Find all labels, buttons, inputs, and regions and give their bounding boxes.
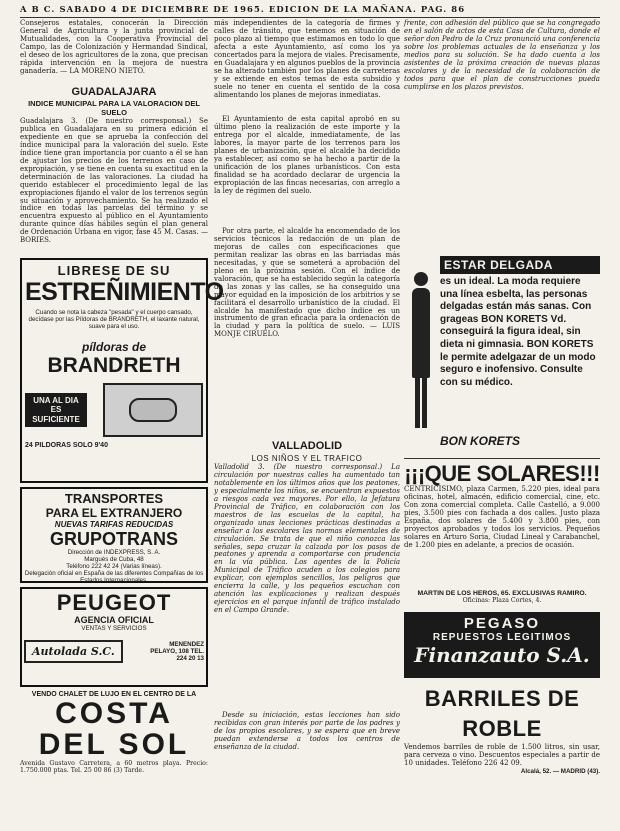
ad-brandreth-price: 24 PILDORAS SOLO 9'40	[25, 442, 108, 449]
article-col2-p1: más independientes de la categoría de firmes y calles de tránsito, que tenemos en situación de poco plazo al tiempo que estimamos en todo lo que afecta a este Ayuntamiento, así como los ya concertados para la mejora de viales. Precisamente, en Guadalajara y en algunos pueblos de la provincia se ha alterado también por los planes de carreteras y se extiende en estos temas de esta subsidio y suele no tener en cuenta el sentido de la cosa alimentando los planes de mejoras inmediatas.	[214, 19, 400, 99]
ad-solares-title: ¡¡¡QUE SOLARES!!!	[404, 461, 600, 486]
ad-grupotrans-l1: TRANSPORTES	[64, 491, 164, 506]
headline-indice: INDICE MUNICIPAL PARA LA VALORACION DEL SUELO	[28, 99, 200, 117]
column-2	[214, 20, 400, 820]
ad-brandreth-title1: LIBRESE DE SU	[57, 263, 171, 278]
ad-brandreth-title2: ESTREÑIMIENTO	[25, 278, 224, 306]
ad-peugeot-sub: AGENCIA OFICIAL	[74, 615, 154, 625]
article-guadalajara-body: Guadalajara 3. (De nuestro corresponsal.) Se publica en Guadalajara en su primera edición el expediente en que se aprueba la confección del índice municipal para la valoración del suelo. Este índice tiene gran importancia por cuanto a él se han de ajustar los precios de los terrenos en caso de expropiación, y se tiene en cuenta su exactitud en la determinación de las valoraciones. La ciudad ha querido establecer el procedimiento legal de las expropiaciones fijando el valor de los terrenos según su situación y aprovechamiento. Se ha realizado el índice en todas las parcelas del término y se encuentra expuesto al público en el Ayuntamiento durante quince días hábiles según el plan general de Ordenación Urbana en vigor, fase 45 M. Casas. — BORIES.	[20, 117, 208, 245]
column-3	[404, 20, 600, 820]
ad-korets-title: ESTAR DELGADA	[440, 256, 600, 274]
article-col3-p1: frente, con adhesión del público que se ha congregado en el salón de actos de esta Casa de Cultura, donde el señor don Pedro de la Cruz pronunció una conferencia sobre los problemas actuales de la enseñanza y los medios para su solución. Se ha dado cuenta a los asistentes de la próxima creación de nuevas plazas escolares y de la necesidad de la colaboración de todos para que el plan de construcciones pueda cumplirse en los plazos previstos.	[404, 19, 600, 91]
ad-pegaso-dealer: Finanzauto S.A.	[414, 643, 590, 667]
ad-costa-l1: COSTA	[55, 697, 173, 730]
ad-barriles-title: BARRILES DE ROBLE	[424, 686, 580, 741]
ad-brandreth-desc: Cuando se nota la cabeza "pesada" y el cuerpo cansado, decídase por las Píldoras de BRANDRETH, el laxante natural, suave para el uso.	[28, 309, 200, 330]
ad-grupotrans-l2: PARA EL EXTRANJERO	[45, 506, 183, 520]
ad-costa-l2: DEL SOL	[38, 728, 190, 761]
ad-grupotrans-l4: GRUPOTRANS	[49, 529, 178, 549]
ad-peugeot-sub2: VENTAS Y SERVICIOS	[81, 625, 147, 632]
ad-korets-body: es un ideal. La moda requiere una línea esbelta, las personas delgadas están más sanas. Con grageas BON KORETS Vd. conseguirá la figura ideal, sin dieta ni gimnasia. BON KORETS le permite adelgazar de un modo seguro e inofensivo. Consulte con su médico.	[440, 276, 596, 388]
article-col2-p2: El Ayuntamiento de esta capital aprobó en su último pleno la realización de este importe y la entrega por el alcalde, inmediatamente, de las labores, la mayor parte de los terrenos para los planes de urbanización, que el alcalde ha decidido ya establecer, así como se ha hecho a partir de la unificación de los planes urbanísticos. Con esta finalidad se ha acordado declarar de urgencia la expropiación de las fincas necesarias, con arreglo a la ley de régimen del suelo.	[214, 115, 400, 195]
pill-box-icon	[103, 383, 203, 437]
ad-pegaso	[404, 612, 600, 678]
ad-barriles-body: Vendemos barriles de roble de 1.500 litros, sin usar, para cerveza o vino. Descuentos especiales a partir de 10 unidades. Teléfono 226 42 09.	[404, 743, 600, 767]
ad-barriles-footer: Alcalá, 52. — MADRID (43).	[520, 768, 600, 775]
ad-grupotrans-l6: Margués de Cuba, 48	[84, 556, 144, 563]
ad-brandreth-brand: BRANDRETH	[47, 354, 181, 377]
ad-peugeot-addr: MENENDEZ PELAYO, 108 TEL. 224 20 13	[150, 641, 204, 662]
ad-peugeot-brand: PEUGEOT	[56, 590, 172, 615]
pill-icon	[129, 398, 177, 422]
ad-solares-offices: Oficinas: Plaza Cortes, 4.	[462, 597, 542, 604]
ad-pegaso-brand: PEGASO	[463, 615, 541, 632]
ad-korets-brand: BON KORETS	[440, 434, 521, 448]
ad-solares-body: CENTRICISIMO, plaza Carmen, 5.220 pies, ideal para oficinas, hotel, almacén, edificio comercial, cine, etc. Con zona comercial completa. Calle Castelló, a 9.000 pies, 3.500 pies con fachada a dos calles. Justo plaza España, dos solares de 5.400 y 3.800 pies, con proyectos aprobados y todos los servicios. Pequeños solares en Arturo Soria, Ciudad Lineal y Carabanchel, de 1.200 pies en adelante, a precios de ocasión.	[404, 485, 600, 549]
ad-costa-top: VENDO CHALET DE LUJO EN EL CENTRO DE LA	[31, 691, 197, 698]
ad-solares-contact: MARTIN DE LOS HEROS, 65. EXCLUSIVAS RAMIRO.	[417, 590, 587, 597]
ad-costa-del-sol	[20, 691, 208, 774]
section-valladolid: VALLADOLID	[271, 440, 343, 452]
ad-costa-bottom: Avenida Gustavo Carretera, a 60 metros playa. Precio: 1.750.000 ptas. Tel. 25 00 86 (3) Tarde.	[20, 760, 208, 774]
ad-brandreth	[20, 258, 224, 483]
ad-grupotrans-l3: NUEVAS TARIFAS REDUCIDAS	[54, 520, 174, 529]
woman-figure-icon	[404, 256, 440, 456]
article-intro: Consejeros estatales, conocerán la Dirección General de Agricultura y la junta provincial de Mutualidades, con la Cooperativa Provincial del Campo, las de Colonización y Hermandad Sindical, el deseo de los agricultores de la zona, que precisan rápida intervención en la mejora de nuestra ganadería. — LA MORENO NIETO.	[20, 19, 208, 75]
article-valladolid-body: Valladolid 3. (De nuestro corresponsal.) La circulación por nuestras calles ha aumentado tan notablemente en los últimos años que los peatones, y especialmente los niños, se encuentran expuestos a riesgos cada vez mayores. Por ello, la Jefatura Provincial de Tráfico, en colaboración con los maestros de las escuelas de la capital, ha organizado unas lecciones prácticas destinadas a enseñar a los escolares las normas elementales de circulación. Se trata de que el niño conozca las señales, sepa cruzar la calzada por los pasos de peatones y aprenda a comportarse con prudencia en la vía pública. Los agentes de la Policía Municipal de Tráfico acuden a los colegios para explicar, con ejemplos sencillos, los peligros que encierra la calle, y los pequeños escuchan con atención las explicaciones y realizan después ejercicios en el parque infantil de tráfico instalado en el Campo Grande.	[214, 463, 400, 615]
ad-grupotrans-l7: Teléfono 222 42 24 (Varias líneas).	[66, 563, 162, 570]
headline-ninos-trafico: LOS NIÑOS Y EL TRAFICO	[251, 454, 363, 463]
ad-peugeot-dealer: Autolada S.C.	[24, 640, 123, 663]
ad-peugeot	[20, 587, 208, 687]
ad-grupotrans-l5: Dirección de INDEXPRESS, S. A.	[67, 549, 161, 556]
ad-brandreth-dose: UNA AL DIA ES SUFICIENTE	[25, 393, 87, 428]
section-guadalajara: GUADALAJARA	[71, 86, 157, 98]
ad-bon-korets	[404, 256, 600, 456]
ad-pegaso-sub: REPUESTOS LEGITIMOS	[432, 632, 572, 643]
article-col2-p3: Por otra parte, el alcalde ha encomendado de los servicios técnicos la redacción de un plan de mejoras de calles con especificaciones que permitan realizar las obras en las barriadas más necesitadas, y que se someterá a aprobación del pleno en la próxima sesión. Con el índice de valoración, que se ha establecido según la categoría de las zonas y las calles, se ha conseguido una mayor equidad en la imposición de los arbitrios y se facilitará el desarrollo urbanístico de la ciudad. El alcalde ha manifestado que dicho índice es un instrumento de gran eficacia para la ordenación de la ciudad y para la política de suelo. — LUIS MONJE CIRUELO.	[214, 227, 400, 339]
ad-grupotrans	[20, 487, 208, 583]
ad-grupotrans-l8: Delegación oficial en España de las diferentes Compañías de los Estados Internacionales.	[24, 570, 204, 584]
page-header: A B C. SABADO 4 DE DICIEMBRE DE 1965. EDICION DE LA MAÑANA. PAG. 86	[20, 4, 600, 18]
column-1	[20, 19, 224, 820]
ad-brandreth-pill-label: píldoras de	[81, 340, 146, 354]
article-valladolid-p2: Desde su iniciación, estas lecciones han sido recibidas con gran interés por parte de los padres y de los propios escolares, y se espera que en breve puedan extenderse a todos los centros de enseñanza de la ciudad.	[214, 711, 400, 751]
